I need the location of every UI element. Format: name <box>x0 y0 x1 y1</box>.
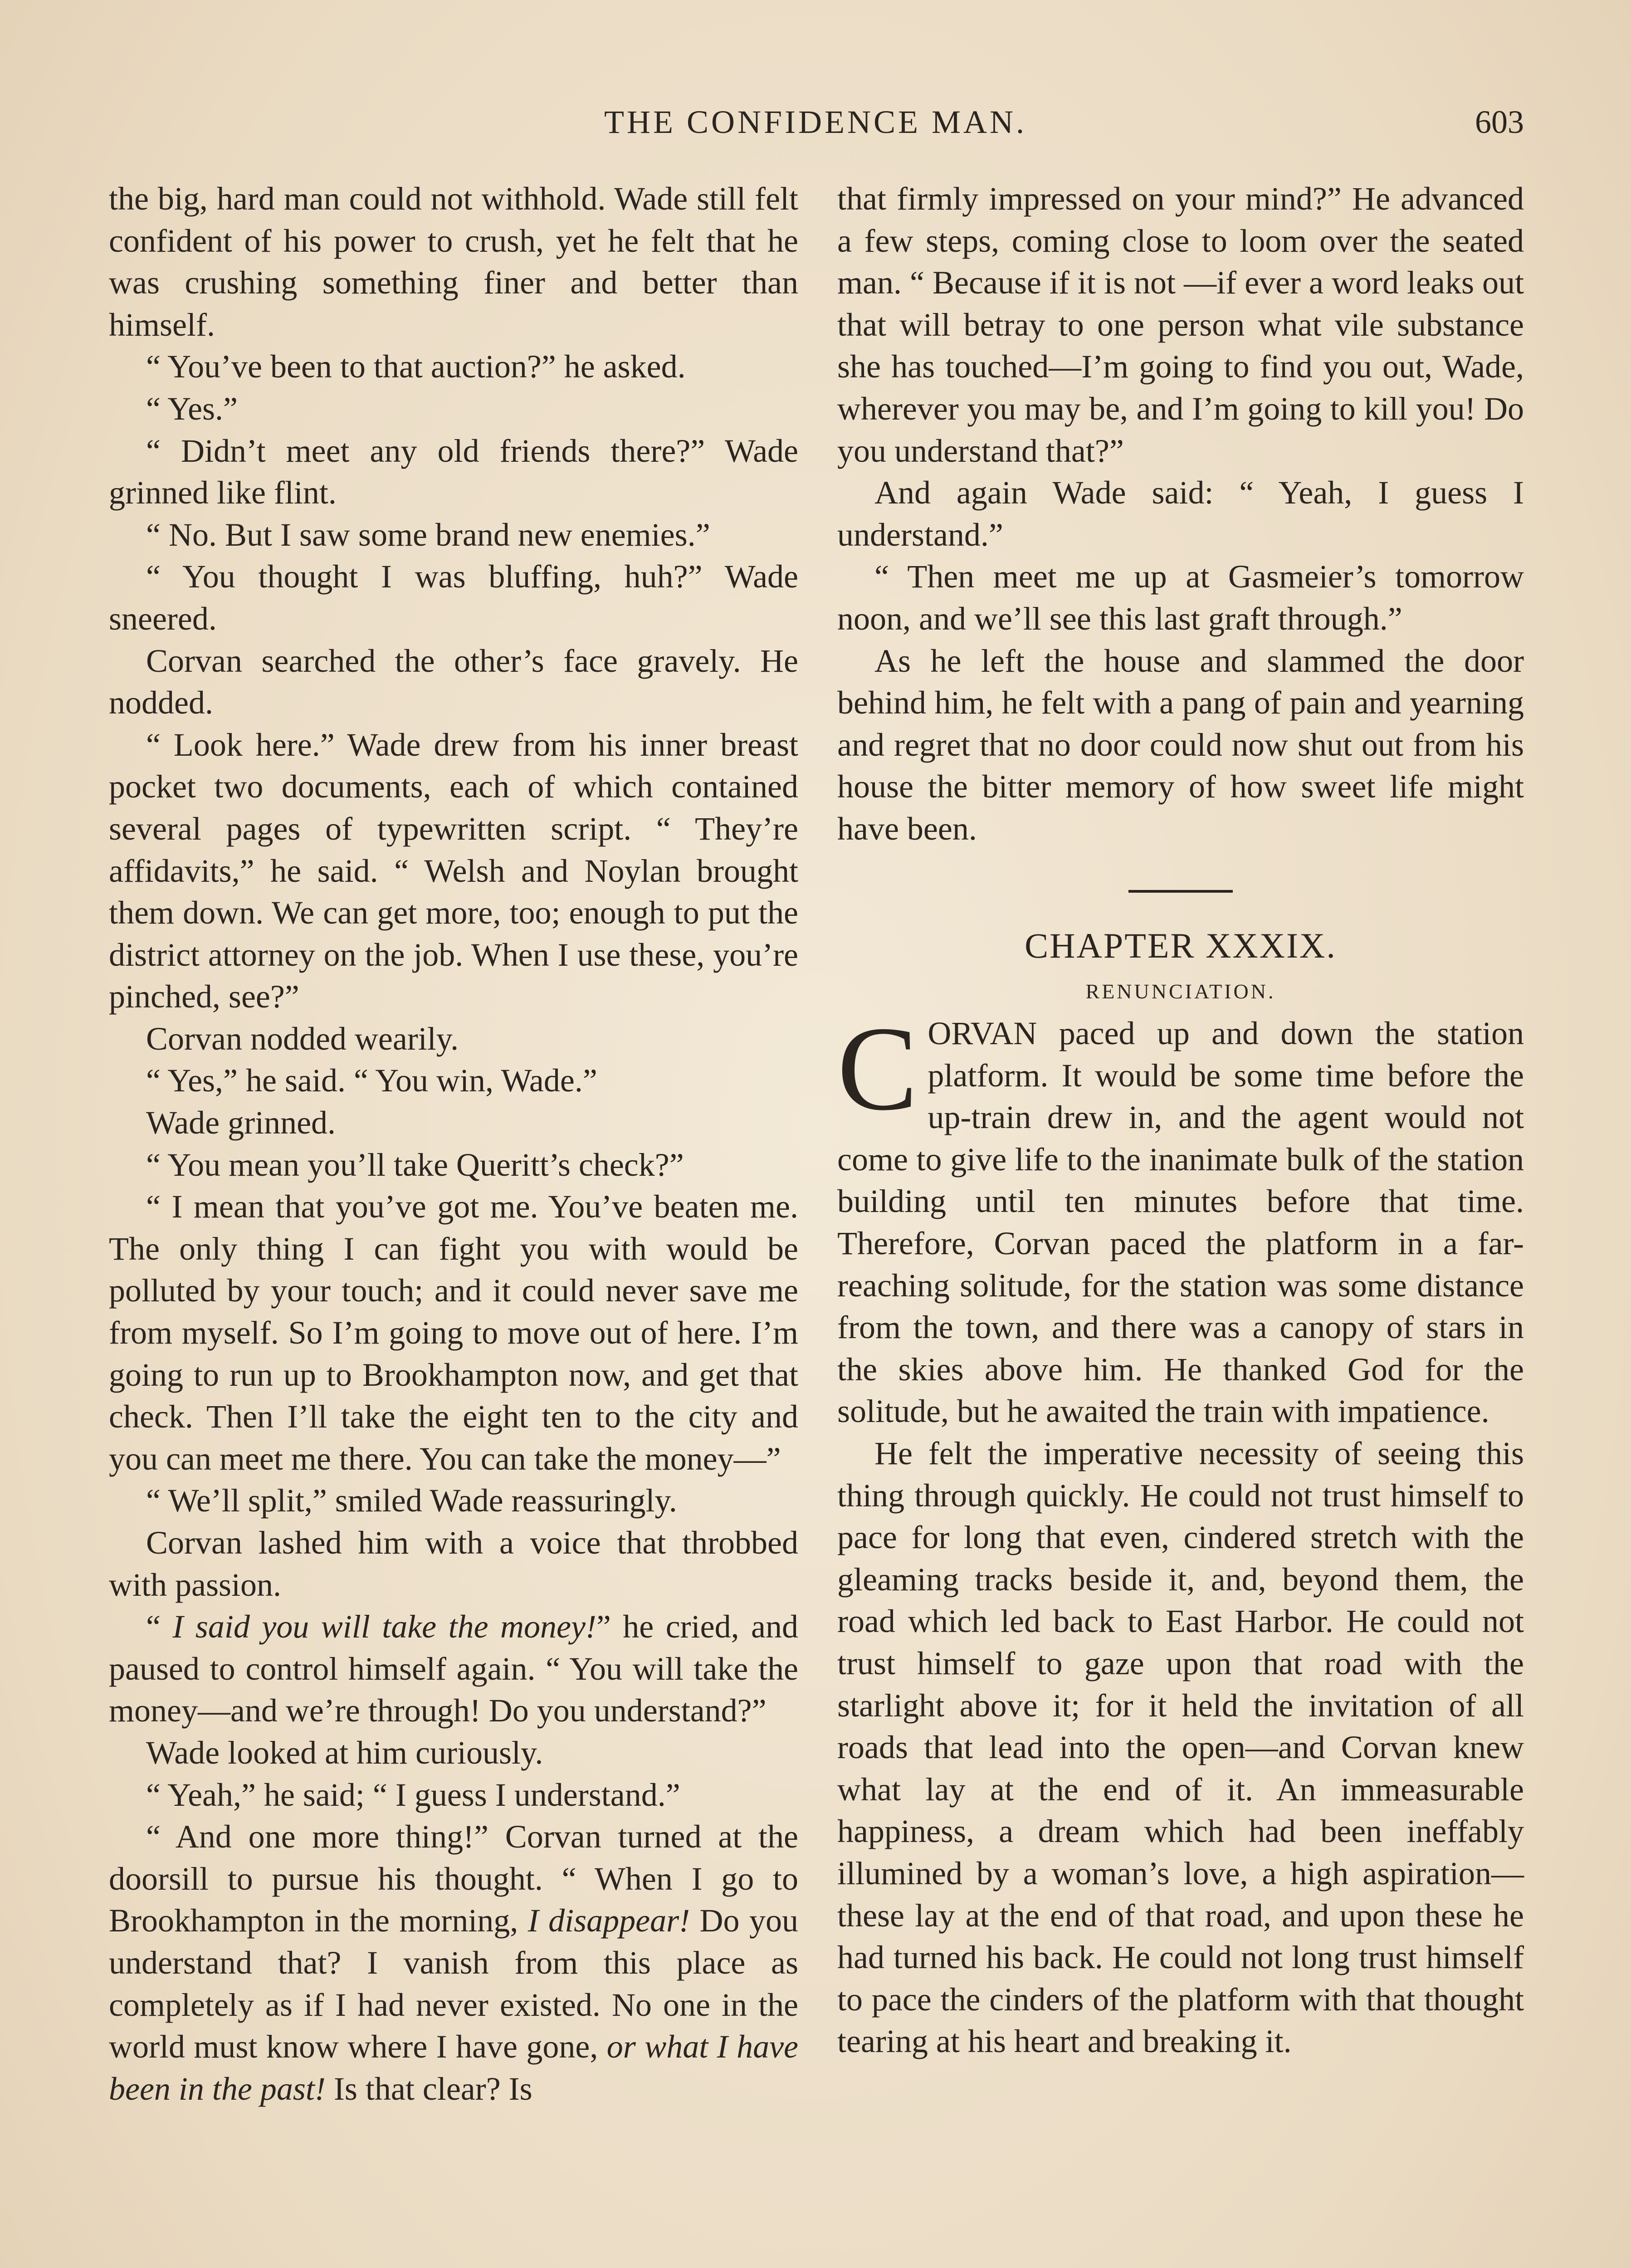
paragraph <box>109 724 798 1018</box>
text-run: As he left the house and slammed the door behind him, he felt with a pang of pain and yearning and regret that no door could now shut out from his house the bitter memory of how sweet life might have been. <box>837 642 1524 847</box>
chapter-subtitle: RENUNCIATION. <box>1085 979 1276 1003</box>
text-run: “ Yes.” <box>146 390 238 427</box>
paragraph <box>109 1144 798 1186</box>
text-run: “ We’ll split,” smiled Wade reassuringly. <box>146 1482 677 1519</box>
first-paragraph-text: ORVAN paced up and down the station platform. It would be some time before the up-train drew in, and the agent would not come to give life to the inanimate bulk of the station building until ten minutes before that time. Therefore, Corvan paced the platform in a far-reaching solitude, for the station was some distance from the town, and there was a canopy of stars in the skies above him. He thanked God for the solitude, but he awaited the train with impatience. <box>837 1015 1524 1430</box>
text-run: “ Yeah,” he said; “ I guess I understand.” <box>146 1776 680 1813</box>
paragraph <box>837 178 1524 472</box>
text-run: “ Look here.” Wade drew from his inner breast pocket two documents, each of which contained several pages of typewritten script. “ They’re affidavits,” he said. “ Welsh and Noylan brought them down. We can get more, too; enough to put the district attorney on the job. When I use these, you’re pinched, see?” <box>109 726 798 1015</box>
paragraph <box>109 1102 798 1144</box>
text-run: Corvan lashed him with a voice that throbbed with passion. <box>109 1525 798 1603</box>
paragraph <box>109 178 798 346</box>
text-run: “ No. But I saw some brand new enemies.” <box>146 516 710 553</box>
text-run: that firmly impressed on your mind?” He advanced a few steps, coming close to loom over the seated man. “ Because if it is not —if ever a word leaks out that will betray to one person what vile substance she has touched—I’m going to find you out, Wade, wherever you may be, and I’m going to kill you! Do you understand that?” <box>837 181 1524 469</box>
text-run: Do you understand that? I vanish from this place as completely as if I had never existed. No one in the world must know where I have gone, <box>109 1902 798 2065</box>
text-run: Corvan searched the other’s face gravely. He nodded. <box>109 642 798 721</box>
paragraph <box>109 1816 798 2110</box>
text-run: the big, hard man could not withhold. Wade still felt confident of his power to crush, yet he felt that he was crushing something finer and better than himself. <box>109 181 798 343</box>
text-run: “ Then meet me up at Gasmeier’s tomorrow noon, and we’ll see this last graft through.” <box>837 558 1524 637</box>
chapter-second-paragraph: He felt the imperative necessity of seeing this thing through quickly. He could not trust himself to pace for long that even, cindered stretch with the gleaming tracks beside it, and, beyond them, the road which led back to East Harbor. He could not trust himself to gaze upon that road with the starlight above it; for it held the invitation of all roads that lead into the open—and Corvan knew what lay at the end of it. An immeasurable happiness, a dream which had been ineffably illumined by a woman’s love, a high aspiration—these lay at the end of that road, and upon these he had turned his back. He could not long trust himself to pace the cinders of the platform with that thought tearing at his heart and breaking it. <box>837 1435 1524 2060</box>
text-run: “ Didn’t meet any old friends there?” Wade grinned like flint. <box>109 432 798 511</box>
text-run: “ <box>146 1608 173 1645</box>
italic-text: I said you will take the money! <box>172 1608 596 1645</box>
text-run: Is that clear? Is <box>325 2070 532 2107</box>
text-run: Corvan nodded wearily. <box>146 1020 459 1057</box>
paragraph <box>837 556 1524 640</box>
text-run: “ And one more thing!” Corvan turned at the doorsill to pursue his thought. “ When I go to Brookhampton in the morning, <box>109 1818 798 1939</box>
italic-text: I disappear! <box>527 1902 690 1939</box>
paragraph <box>109 1606 798 1732</box>
paragraph <box>837 640 1524 850</box>
page-number: 603 <box>1475 104 1524 140</box>
text-run: Wade looked at him curiously. <box>146 1734 543 1771</box>
paragraph <box>109 1522 798 1606</box>
paragraph <box>109 1480 798 1522</box>
text-run: “ You’ve been to that auction?” he asked. <box>146 348 686 385</box>
italic-text: or what I have been in the past! <box>109 2028 799 2107</box>
chapter-heading: CHAPTER XXXIX. <box>1025 925 1337 965</box>
text-run: And again Wade said: “ Yeah, I guess I understand.” <box>837 474 1524 553</box>
paragraph <box>109 514 798 556</box>
text-run: “ You thought I was bluffing, huh?” Wade sneered. <box>109 558 798 637</box>
chapter-opening <box>837 1002 1524 2063</box>
text-run: Wade grinned. <box>146 1105 336 1141</box>
right-column <box>837 178 1524 2063</box>
paragraph <box>837 472 1524 556</box>
drop-cap: C <box>837 1002 918 1136</box>
right-column-continuation <box>837 178 1524 850</box>
text-run: “ I mean that you’ve got me. You’ve beaten me. The only thing I can fight you with would be polluted by your touch; and it could never save me from myself. So I’m going to move out of here. I’m going to run up to Brookhampton now, and get that check. Then I’ll take the eight ten to the city and you can meet me there. You can take the money—” <box>109 1188 798 1477</box>
paragraph <box>109 1186 798 1480</box>
chapter-first-paragraph <box>837 1002 1524 1432</box>
paragraph <box>109 1060 798 1102</box>
paragraph <box>109 1018 798 1060</box>
paragraph <box>109 1774 798 1816</box>
paragraph <box>109 430 798 514</box>
text-run: “ You mean you’ll take Queritt’s check?” <box>146 1146 684 1183</box>
paragraph <box>109 346 798 388</box>
section-divider <box>1128 890 1233 893</box>
paragraph <box>109 1732 798 1774</box>
text-run: “ Yes,” he said. “ You win, Wade.” <box>146 1062 597 1099</box>
running-title: THE CONFIDENCE MAN. <box>604 104 1027 140</box>
paragraph <box>109 388 798 430</box>
paragraph <box>109 640 798 724</box>
text-run: ” he cried, and paused to control himself again. “ You will take the money—and we’re through! Do you understand?” <box>109 1608 799 1729</box>
paragraph <box>109 556 798 640</box>
left-column <box>109 178 798 2110</box>
running-head <box>107 101 1524 142</box>
